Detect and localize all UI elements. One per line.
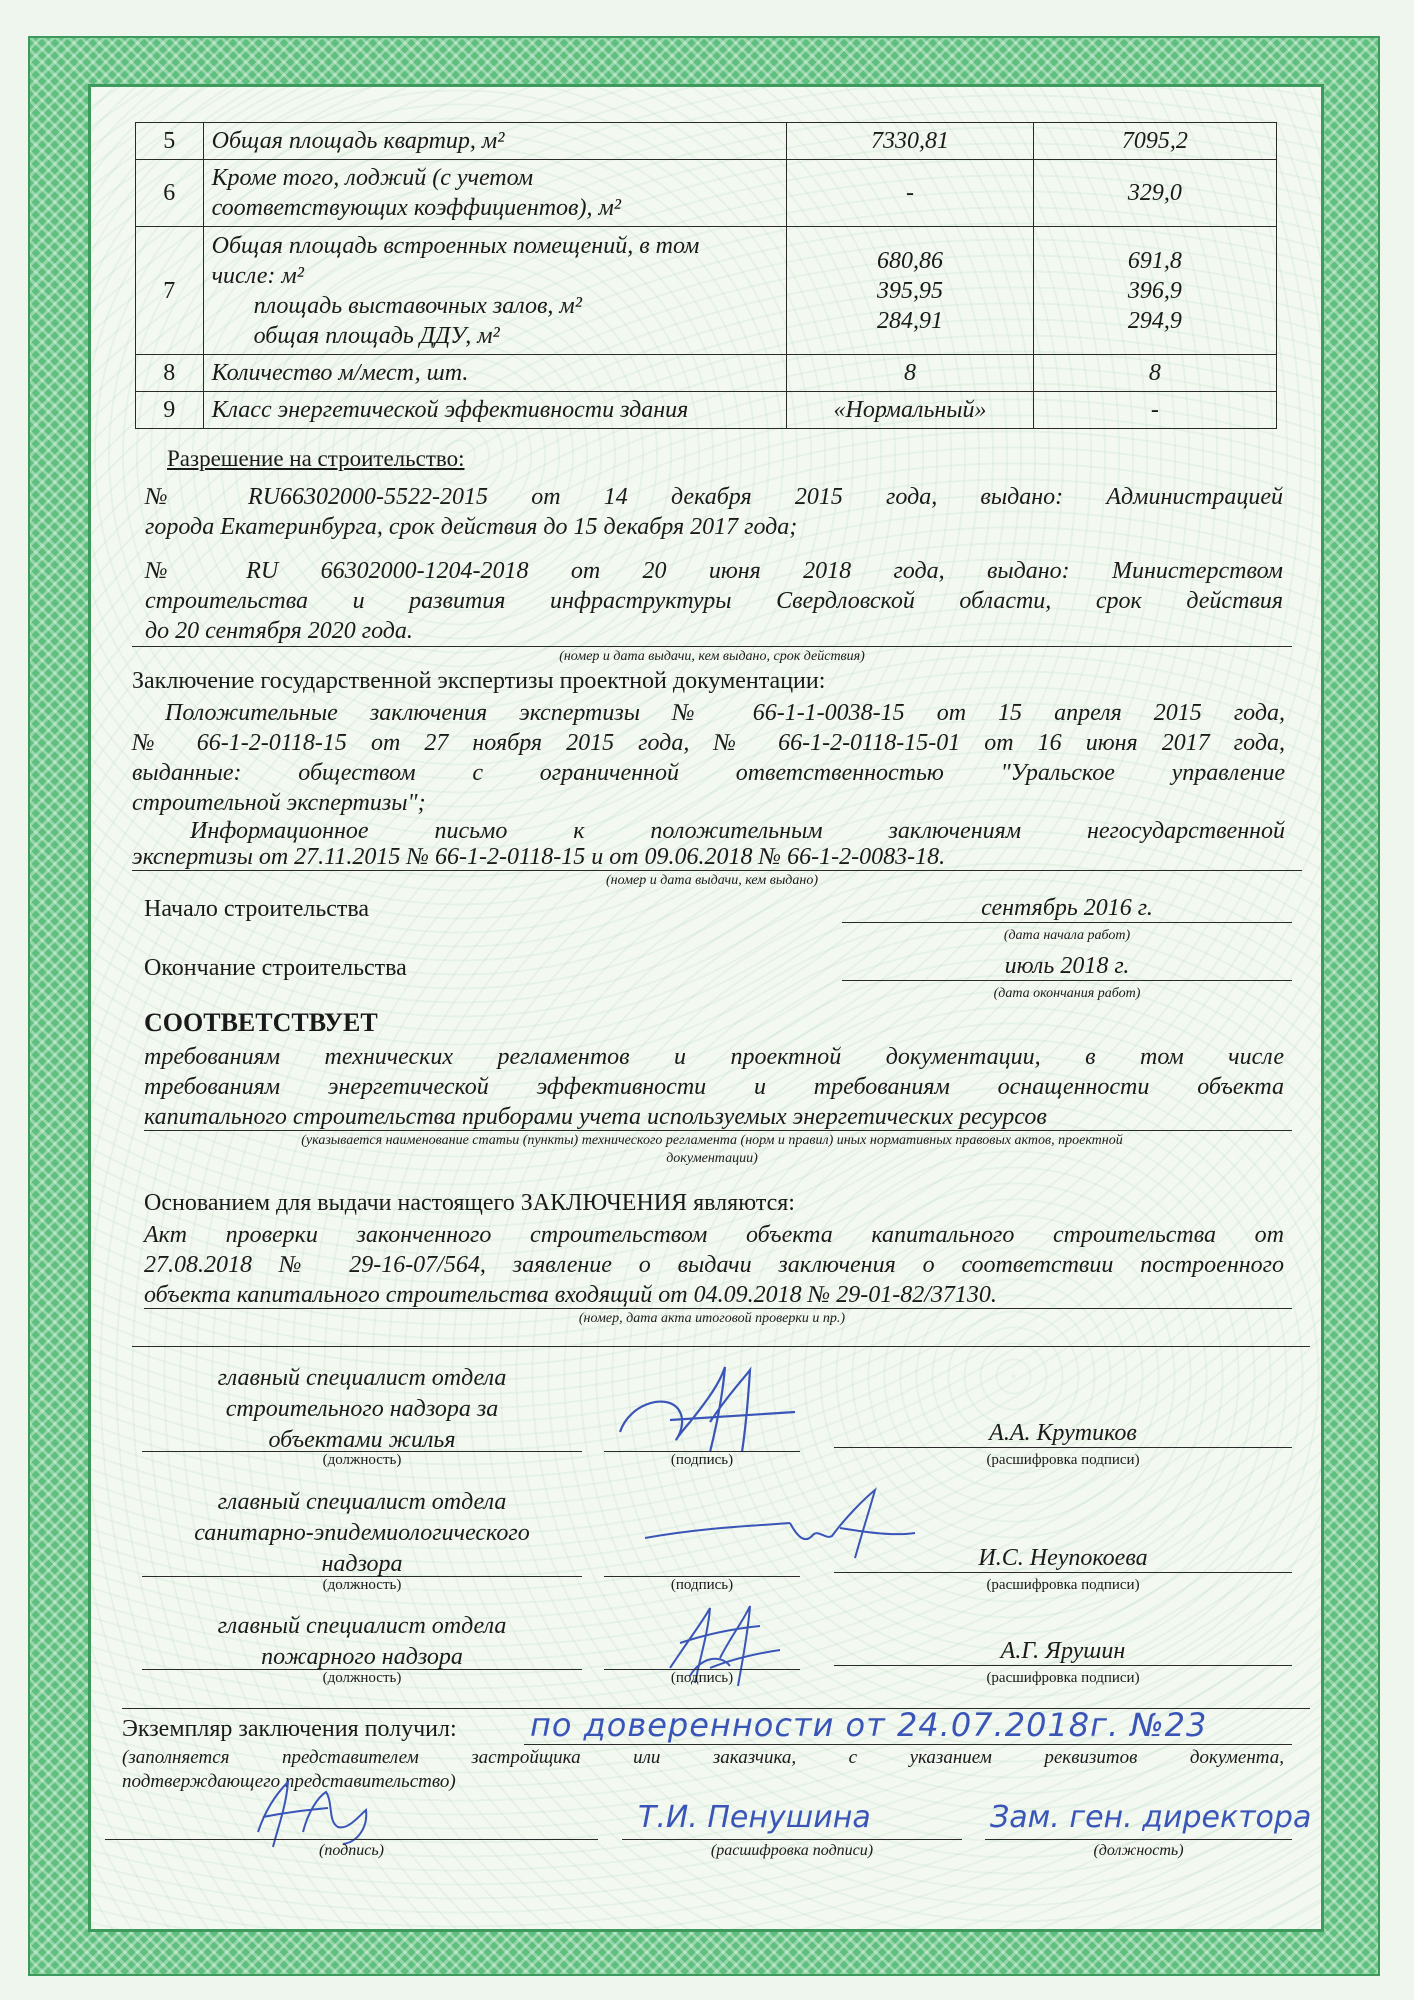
position-caption: (должность): [322, 1577, 402, 1593]
divider: [144, 1308, 1292, 1309]
permit-heading: Разрешение на строительство:: [167, 446, 465, 471]
receipt-signature-caption: (подпись): [319, 1842, 384, 1859]
start-caption: (дата начала работ): [1003, 928, 1131, 943]
table-row: 7 Общая площадь встроенных помещений, в том числе: м² площадь выставочных залов, м² общая площадь ДДУ, м² 680,86 395,95 284,91 691,8 396,9 294,9: [136, 227, 1277, 355]
table-row: 5 Общая площадь квартир, м² 7330,81 7095,2: [136, 123, 1277, 160]
position-caption: (должность): [322, 1670, 402, 1686]
basis-caption: (номер, дата акта итоговой проверки и пр.): [578, 1311, 846, 1326]
expertise-line: экспертизы от 27.11.2015 № 66-1-2-0118-15 и от 09.06.2018 № 66-1-2-0083-18.: [132, 844, 946, 870]
start-label: Начало строительства: [144, 896, 370, 922]
table-row: 8 Количество м/мест, шт. 8 8: [136, 355, 1277, 392]
signature-caption: (подпись): [670, 1670, 734, 1686]
expertise-line: Положительные заключения экспертизы № 66-1-1-0038-15 от 15 апреля 2015 года,: [165, 700, 1285, 726]
divider: [524, 1744, 1292, 1745]
expertise-caption: (номер и дата выдачи, кем выдано): [606, 873, 818, 888]
receipt-position-caption: (должность): [1093, 1842, 1184, 1859]
receipt-handwritten: по доверенности от 24.07.2018г. №23: [530, 1706, 1208, 1744]
conformity-line: требованиям энергетической эффективности и требованиям оснащенности объекта: [144, 1074, 1284, 1100]
conformity-line: требованиям технических регламентов и проектной документации, в том числе: [144, 1044, 1284, 1070]
expertise-line: № 66-1-2-0118-15 от 27 ноября 2015 года, № 66-1-2-0118-15-01 от 16 июня 2017 года,: [132, 730, 1285, 756]
permit-caption: (номер и дата выдачи, кем выдано, срок действия): [559, 649, 865, 664]
signatory-name: А.Г. Ярушин: [834, 1638, 1292, 1666]
expertise-line: выданные: обществом с ограниченной ответственностью "Уральское управление: [132, 760, 1285, 786]
signature-caption: (подпись): [670, 1452, 734, 1468]
basis-line: 27.08.2018 № 29-16-07/564, заявление о выдачи заключения о соответствии построенного: [144, 1252, 1284, 1278]
basis-line: Акт проверки законченного строительством объекта капитального строительства от: [144, 1222, 1284, 1248]
conformity-line: капитального строительства приборами учета используемых энергетических ресурсов: [144, 1104, 1047, 1130]
permit-line: строительства и развития инфраструктуры Свердловской области, срок действия: [145, 588, 1283, 614]
expertise-heading: Заключение государственной экспертизы проектной документации:: [132, 668, 826, 694]
basis-heading: Основанием для выдачи настоящего ЗАКЛЮЧЕНИЯ являются:: [144, 1190, 795, 1216]
position-caption: (должность): [322, 1452, 402, 1468]
expertise-line: строительной экспертизы";: [132, 790, 426, 816]
signatory-position: главный специалист отдела пожарного надзора: [217, 1613, 507, 1670]
divider: [144, 1130, 1292, 1131]
permit-line: № RU66302000-5522-2015 от 14 декабря 2015 года, выдано: Администрацией: [145, 484, 1283, 510]
conformity-caption: документации): [666, 1151, 758, 1166]
divider: [622, 1839, 962, 1840]
permit-line: города Екатеринбурга, срок действия до 15 декабря 2017 года;: [145, 514, 798, 540]
signature-mark: [248, 1772, 378, 1852]
signature-mark: [610, 1362, 800, 1457]
signatory-name: И.С. Неупокоева: [834, 1545, 1292, 1573]
divider: [132, 1346, 1310, 1347]
start-value: сентябрь 2016 г.: [842, 895, 1292, 923]
conformity-heading: СООТВЕТСТВУЕТ: [144, 1008, 378, 1037]
signatory-position: главный специалист отдела санитарно-эпидемиологического надзора: [194, 1489, 530, 1577]
receipt-note: (заполняется представителем застройщика или заказчика, с указанием реквизитов документа,: [122, 1747, 1284, 1768]
receipt-note: подтверждающего представительство): [122, 1771, 456, 1792]
conformity-caption: (указывается наименование статьи (пункты) технического регламента (норм и правил) иных нормативных правовых актов, проектной: [301, 1133, 1123, 1148]
receipt-hand-position: Зам. ген. директора: [990, 1800, 1312, 1835]
table-row: 6 Кроме того, лоджий (с учетом соответствующих коэффициентов), м² - 329,0: [136, 160, 1277, 227]
indicators-table: [135, 122, 1277, 429]
receipt-decoding-caption: (расшифровка подписи): [710, 1842, 874, 1859]
decoding-caption: (расшифровка подписи): [986, 1670, 1140, 1686]
signatory-name: А.А. Крутиков: [834, 1420, 1292, 1448]
expertise-line: Информационное письмо к положительным заключениям негосударственной: [190, 818, 1285, 844]
signatory-position: главный специалист отдела строительного надзора за объектами жилья: [217, 1365, 507, 1453]
basis-line: объекта капитального строительства входящий от 04.09.2018 № 29-01-82/37130.: [144, 1282, 997, 1308]
end-label: Окончание строительства: [144, 955, 407, 981]
end-caption: (дата окончания работ): [993, 986, 1141, 1001]
receipt-hand-name: Т.И. Пенушина: [638, 1800, 871, 1835]
signature-caption: (подпись): [670, 1577, 734, 1593]
decoding-caption: (расшифровка подписи): [986, 1577, 1140, 1593]
decoding-caption: (расшифровка подписи): [986, 1452, 1140, 1468]
divider: [985, 1839, 1292, 1840]
receipt-label: Экземпляр заключения получил:: [122, 1716, 457, 1742]
permit-line: № RU 66302000-1204-2018 от 20 июня 2018 года, выдано: Министерством: [145, 558, 1283, 584]
divider: [132, 870, 1302, 871]
table-row: 9 Класс энергетической эффективности здания «Нормальный» -: [136, 392, 1277, 429]
divider: [132, 646, 1292, 647]
permit-line: до 20 сентября 2020 года.: [145, 618, 413, 644]
divider: [105, 1839, 598, 1840]
end-value: июль 2018 г.: [842, 953, 1292, 981]
